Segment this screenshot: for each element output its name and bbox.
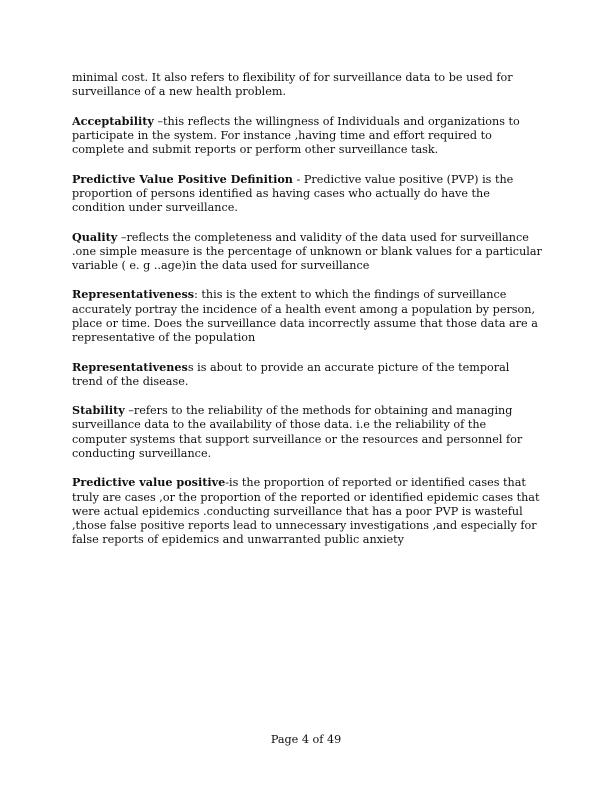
paragraph-representativeness-trend: [72, 360, 542, 389]
paragraph-predictive-value-positive: [72, 475, 542, 547]
term-heading: Predictive Value Positive Definition: [72, 171, 293, 186]
page-number: Page 4 of 49: [270, 733, 342, 746]
paragraph-text: –reflects the completeness and validity of the data used for surveillance .one simple measure is the percentage of unknown or blank values for a particular variable ( e. g ..age)in the data used for surveillance: [72, 230, 542, 272]
paragraph-flexibility-continued: [72, 71, 542, 99]
paragraph-acceptability: [72, 114, 542, 158]
term-heading: Quality: [72, 229, 118, 244]
paragraph-stability: [72, 403, 542, 461]
paragraph-text: - Predictive value positive (PVP) is the proportion of persons identified as having cases who actually do have the condition under surveillance.: [72, 172, 514, 215]
term-heading: Representativeness: [72, 287, 195, 302]
term-heading: Stability: [72, 403, 125, 418]
paragraph-text: –this reflects the willingness of Individuals and organizations to participate in the system. For instance ,having time and effort required to complete and submit reports or perform other surveillance task.: [72, 114, 520, 157]
page-body: [72, 71, 542, 562]
paragraph-text: s is about to provide an accurate picture of the temporal trend of the disease.: [72, 360, 510, 388]
paragraph-pvp-definition: [72, 172, 542, 216]
term-heading: Predictive value positive: [72, 475, 226, 490]
paragraph-text: minimal cost. It also refers to flexibility of for surveillance data to be used for surveillance of a new health problem.: [72, 71, 513, 99]
paragraph-text: : this is the extent to which the findings of surveillance accurately portray the incidence of a health event among a population by person, place or time. Does the surveillance data incorrectly assume that those data are a representative of the population: [72, 288, 538, 345]
paragraph-text: –refers to the reliability of the methods for obtaining and managing surveillance data to the availability of those data. i.e the reliability of the computer systems that support surveillance or the resources and personnel for conducting surveillance.: [72, 404, 523, 460]
term-heading: Representativenes: [72, 359, 188, 374]
paragraph-quality: [72, 230, 542, 274]
term-heading: Acceptability: [72, 113, 154, 128]
paragraph-representativeness: [72, 287, 542, 345]
paragraph-text: -is the proportion of reported or identified cases that truly are cases ,or the proportion of the reported or identified epidemic cases that were actual epidemics .conducting surveillance that has a poor PVP is wasteful ,those false positive reports lead to unnecessary investigations ,and especially for false reports of epidemics and unwarranted public anxiety: [72, 476, 540, 547]
